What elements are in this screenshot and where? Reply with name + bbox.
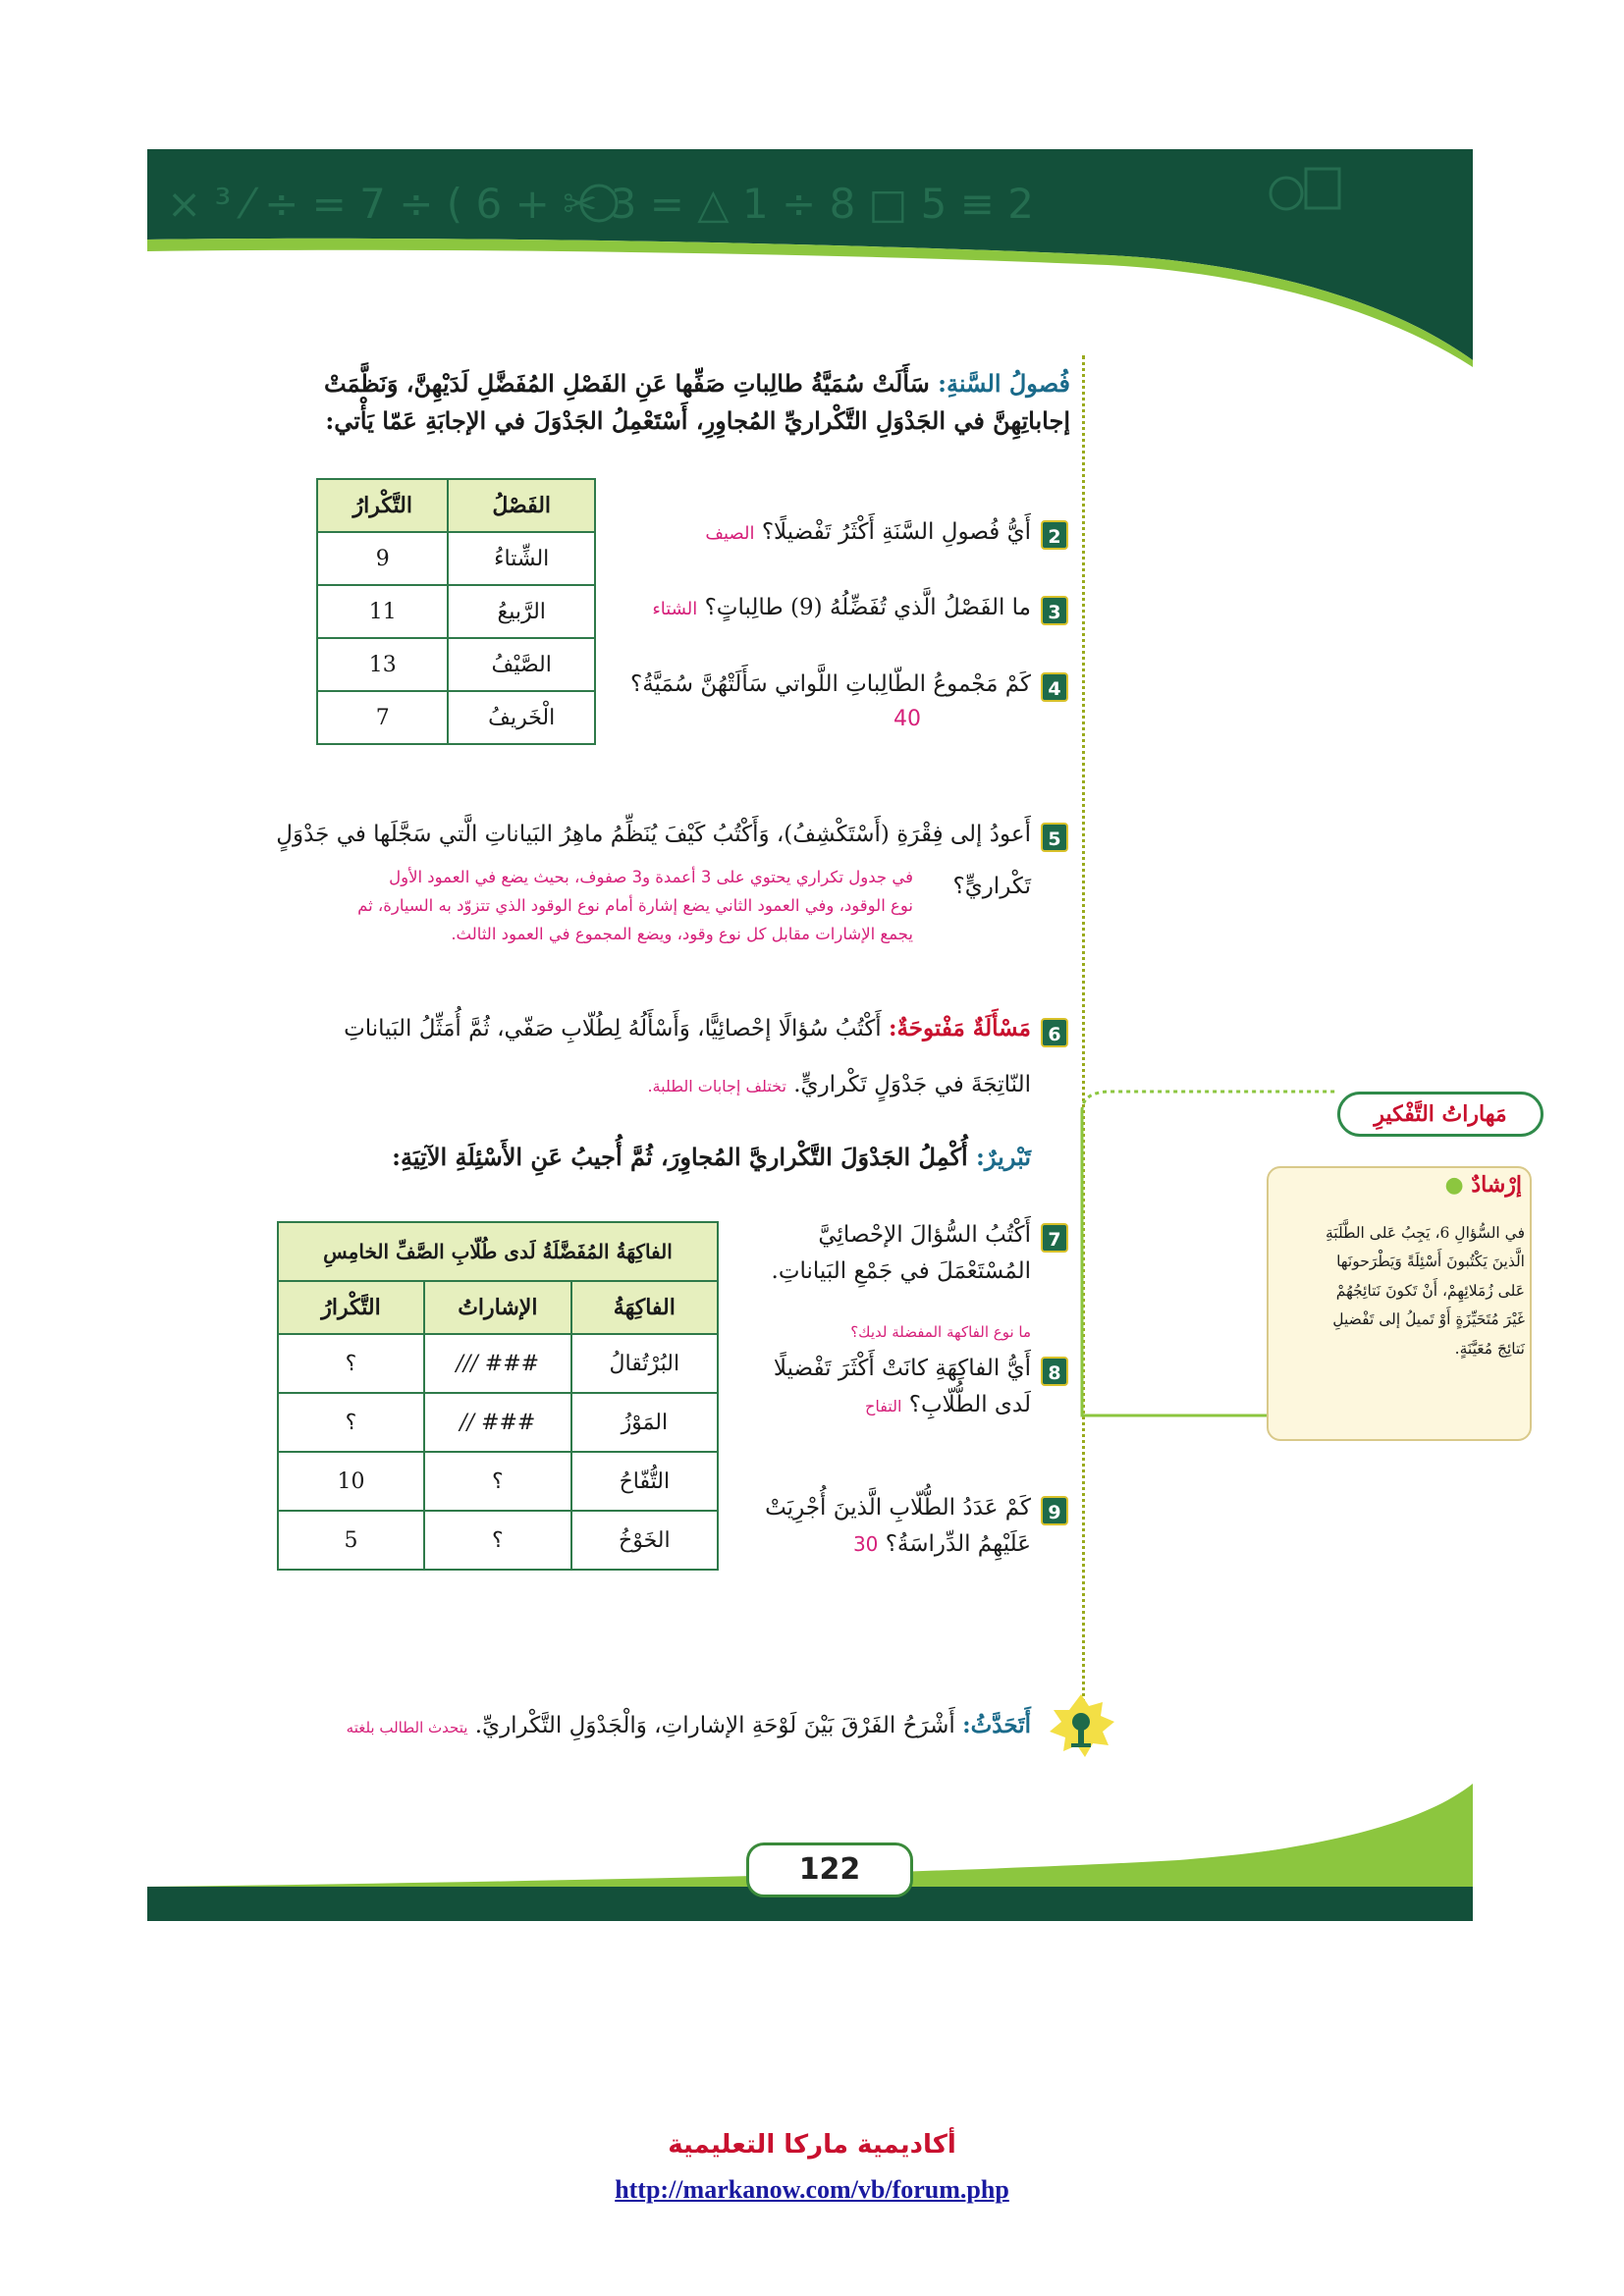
question-number-7: 7 (1041, 1223, 1068, 1253)
table-row (317, 585, 595, 638)
microphone-icon (1046, 1692, 1116, 1763)
season-cell: الصَّيْفُ (448, 638, 595, 691)
question-6-text-line1: أَكْتُبُ سُؤالًا إحْصائِيًّا، وَأَسْأَلُهُ لِطُلّابِ صَفّي، ثُمَّ أُمَثِّلُ البَياناتِ (344, 1016, 882, 1041)
fruit-table (277, 1221, 719, 1571)
frequency-cell: 13 (317, 638, 448, 691)
question-4 (609, 667, 1031, 703)
question-8-answer: التفاح (864, 1396, 902, 1415)
question-3-answer: الشتاء (652, 599, 698, 619)
question-4-text: كَمْ مَجْموعُ الطّالِباتِ اللَّواتي سَأَلَتْهُنَّ سُمَيَّةُ؟ (629, 671, 1031, 697)
question-number-3: 3 (1041, 596, 1068, 625)
table-row (278, 1452, 718, 1511)
frequency-cell: 5 (278, 1511, 424, 1570)
question-7 (736, 1217, 1031, 1290)
header-banner (147, 149, 1473, 360)
table-header-row (278, 1281, 718, 1334)
col-header-frequency: التَّكْرارُ (278, 1281, 424, 1334)
question-2-text: أَيُّ فُصولِ السَّنَةِ أَكْثَرُ تَفْضيلًا؟ (761, 519, 1031, 545)
frequency-cell: 9 (317, 532, 448, 585)
tally-cell: ؟ (424, 1452, 571, 1511)
question-7-text-line2: المُسْتَعْمَلَ في جَمْعِ البَياناتِ. (771, 1257, 1031, 1284)
intro-title: فُصولُ السَّنةِ: (938, 369, 1070, 398)
question-5-answer-line1: في جدول تكراري يحتوي على 3 أعمدة و3 صفوف، بحيث يضع في العمود الأول (389, 868, 913, 886)
tabreer-instruction (295, 1139, 1031, 1176)
hint-line: غَيْرَ مُتَحَيِّزَةٍ أَوْ تَميلُ إلى تَفْضيلِ (1332, 1310, 1525, 1329)
question-6-label: مَسْأَلَةٌ مَفْتوحَةٌ: (888, 1015, 1031, 1041)
question-9 (736, 1490, 1031, 1563)
question-6-answer: تختلف إجابات الطلبة. (647, 1077, 786, 1095)
frequency-cell: 11 (317, 585, 448, 638)
column-divider (1082, 355, 1085, 1739)
col-header-fruit: الفاكِهَةُ (571, 1281, 718, 1334)
table-row (317, 638, 595, 691)
season-cell: الرَّبيعُ (448, 585, 595, 638)
season-cell: الشِّتاءُ (448, 532, 595, 585)
question-2 (609, 514, 1031, 551)
question-number-4: 4 (1041, 672, 1068, 702)
question-9-text-line1: كَمْ عَدَدُ الطُّلّابِ الَّذينَ أُجْرِيَتْ (765, 1495, 1031, 1521)
question-8-text-line2: لَدى الطُّلّابِ؟ (908, 1391, 1031, 1417)
textbook-page (147, 149, 1525, 1921)
frequency-cell: 7 (317, 691, 448, 744)
question-number-6: 6 (1041, 1018, 1068, 1047)
question-5 (236, 817, 1031, 853)
table-row (278, 1511, 718, 1570)
question-number-5: 5 (1041, 823, 1068, 852)
fruit-table-title-row (278, 1222, 718, 1281)
page-number: 122 (746, 1842, 913, 1897)
frequency-cell: ؟ (278, 1393, 424, 1452)
question-7-text-line1: أَكْتُبُ السُّؤالَ الإحْصائِيَّ (818, 1222, 1031, 1248)
hint-title-text: إرْشادٌ (1471, 1172, 1522, 1198)
hint-text (1274, 1219, 1525, 1363)
seasons-table (316, 478, 596, 745)
hint-line: في السُّؤالِ 6، يَجِبُ عَلى الطَّلَبَةِ (1326, 1224, 1525, 1242)
question-9-answer: 30 (852, 1531, 879, 1556)
hint-line: عَلى زُمَلائِهِمْ، أَنْ تَكونَ نَتائِجُهُمْ (1335, 1281, 1525, 1300)
intro-text-line1: سَأَلَتْ سُمَيَّةُ طالِباتِ صَفِّها عَنِ الفَصْلِ المُفَضَّلِ لَدَيْهِنَّ، وَنَظَّمَتْ (324, 369, 930, 398)
tabreer-text: أُكْمِلُ الجَدْوَلَ التَّكْراريَّ المُجاوِرَ، ثُمَّ أُجيبُ عَنِ الأَسْئِلَةِ الآتِيَةِ: (392, 1143, 968, 1171)
tally-cell: /// ### (424, 1334, 571, 1393)
hint-line: نَتائِجَ مُعَيَّنَةٍ. (1454, 1339, 1525, 1358)
tabreer-label: تَبْريرٌ: (976, 1143, 1031, 1171)
table-header-row (317, 479, 595, 532)
question-6-text-line2: النّاتِجَةَ في جَدْوَلٍ تَكْراريٍّ. (793, 1072, 1031, 1097)
question-8 (736, 1351, 1031, 1423)
svg-text:× ³ ⁄ ÷ = 7 ÷ ( 6 + ✂ 3 = △ 1: × ³ ⁄ ÷ = 7 ÷ ( 6 + ✂ 3 = △ 1 ÷ 8 □ 5 ≡ 2 (167, 180, 1035, 228)
tally-cell: // ### (424, 1393, 571, 1452)
question-6 (236, 1011, 1031, 1047)
season-cell: الْخَريفُ (448, 691, 595, 744)
fruit-table-title: الفاكِهَةُ المُفَضَّلَةُ لَدى طُلّابِ الصَّفِّ الخامِسِ (278, 1222, 718, 1281)
talk-answer: يتحدث الطالب بلغته (346, 1719, 468, 1736)
hint-line: الَّذينَ يَكْتُبونَ أَسْئِلَةً وَيَطْرَحونَها (1336, 1253, 1525, 1271)
thinking-skills-label: مَهاراتُ التَّفْكيرِ (1337, 1092, 1543, 1137)
question-3-text: ما الفَصْلُ الَّذي تُفَضِّلُهُ (9) طالِباتٍ؟ (704, 595, 1031, 620)
question-2-answer: الصيف (705, 523, 755, 544)
col-header-frequency: التَّكْرارُ (317, 479, 448, 532)
hint-title (1286, 1172, 1522, 1198)
talk-label: أَتَحَدَّثُ: (962, 1712, 1031, 1738)
question-5-answer-line2: نوع الوقود، وفي العمود الثاني يضع إشارة أمام نوع الوقود الذي تتزوّد به السيارة، ثم (357, 895, 913, 915)
table-row (278, 1334, 718, 1393)
fruit-cell: المَوْزُ (571, 1393, 718, 1452)
intro-text-line2: إجاباتِهِنَّ في الجَدْوَلِ التَّكْراريِّ المُجاوِرِ، أَسْتَعْمِلُ الجَدْوَلَ في الإجابَةِ عَمّا يَأْتي: (325, 406, 1070, 436)
question-5-answer-line3: يجمع الإشارات مقابل كل نوع وقود، ويضع المجموع في العمود الثالث. (451, 924, 913, 943)
question-9-text-line2: عَلَيْهِمُ الدِّراسَةُ؟ (885, 1530, 1031, 1557)
fruit-cell: الخَوْخُ (571, 1511, 718, 1570)
question-number-2: 2 (1041, 520, 1068, 550)
question-3 (609, 590, 1031, 626)
table-row (317, 691, 595, 744)
table-row (278, 1393, 718, 1452)
talk-text: أَشْرَحُ الفَرْقَ بَيْنَ لَوْحَةِ الإشاراتِ، وَالْجَدْوَلِ التَّكْراريِّ. (474, 1713, 955, 1738)
table-row (317, 532, 595, 585)
intro-paragraph (265, 365, 1070, 441)
frequency-cell: ؟ (278, 1334, 424, 1393)
credit-link[interactable]: http://markanow.com/vb/forum.php (615, 2175, 1009, 2204)
question-number-9: 9 (1041, 1496, 1068, 1525)
question-8-text-line1: أَيُّ الفاكِهَةِ كانَتْ أَكْثَرَ تَفْضيلًا (773, 1356, 1031, 1381)
talk-section (275, 1708, 1031, 1744)
credit-name: أكاديمية ماركا التعليمية (668, 2130, 956, 2160)
tally-cell: ؟ (424, 1511, 571, 1570)
frequency-cell: 10 (278, 1452, 424, 1511)
col-header-tally: الإشاراتُ (424, 1281, 571, 1334)
col-header-season: الفَصْلُ (448, 479, 595, 532)
question-5-text-line1: أَعودُ إلى فِقْرَةِ (أَسْتَكْشِفُ)، وَأَكْتُبُ كَيْفَ يُنَظِّمُ ماهِرُ البَياناتِ الَّتي سَجَّلَها في جَدْوَلٍ (276, 822, 1031, 847)
question-5-answer (275, 864, 913, 949)
question-5-text-line2: تَكْراريٍّ؟ (952, 874, 1031, 899)
question-6-line2 (442, 1067, 1031, 1103)
fruit-cell: البُرْتُقالُ (571, 1334, 718, 1393)
bullet-icon: ● (1444, 1172, 1464, 1198)
credit-link-wrap (0, 2175, 1624, 2205)
question-number-8: 8 (1041, 1357, 1068, 1386)
fruit-cell: التُّفّاحُ (571, 1452, 718, 1511)
question-4-answer: 40 (893, 707, 921, 731)
question-7-answer: ما نوع الفاكهة المفضلة لديك؟ (850, 1323, 1031, 1341)
